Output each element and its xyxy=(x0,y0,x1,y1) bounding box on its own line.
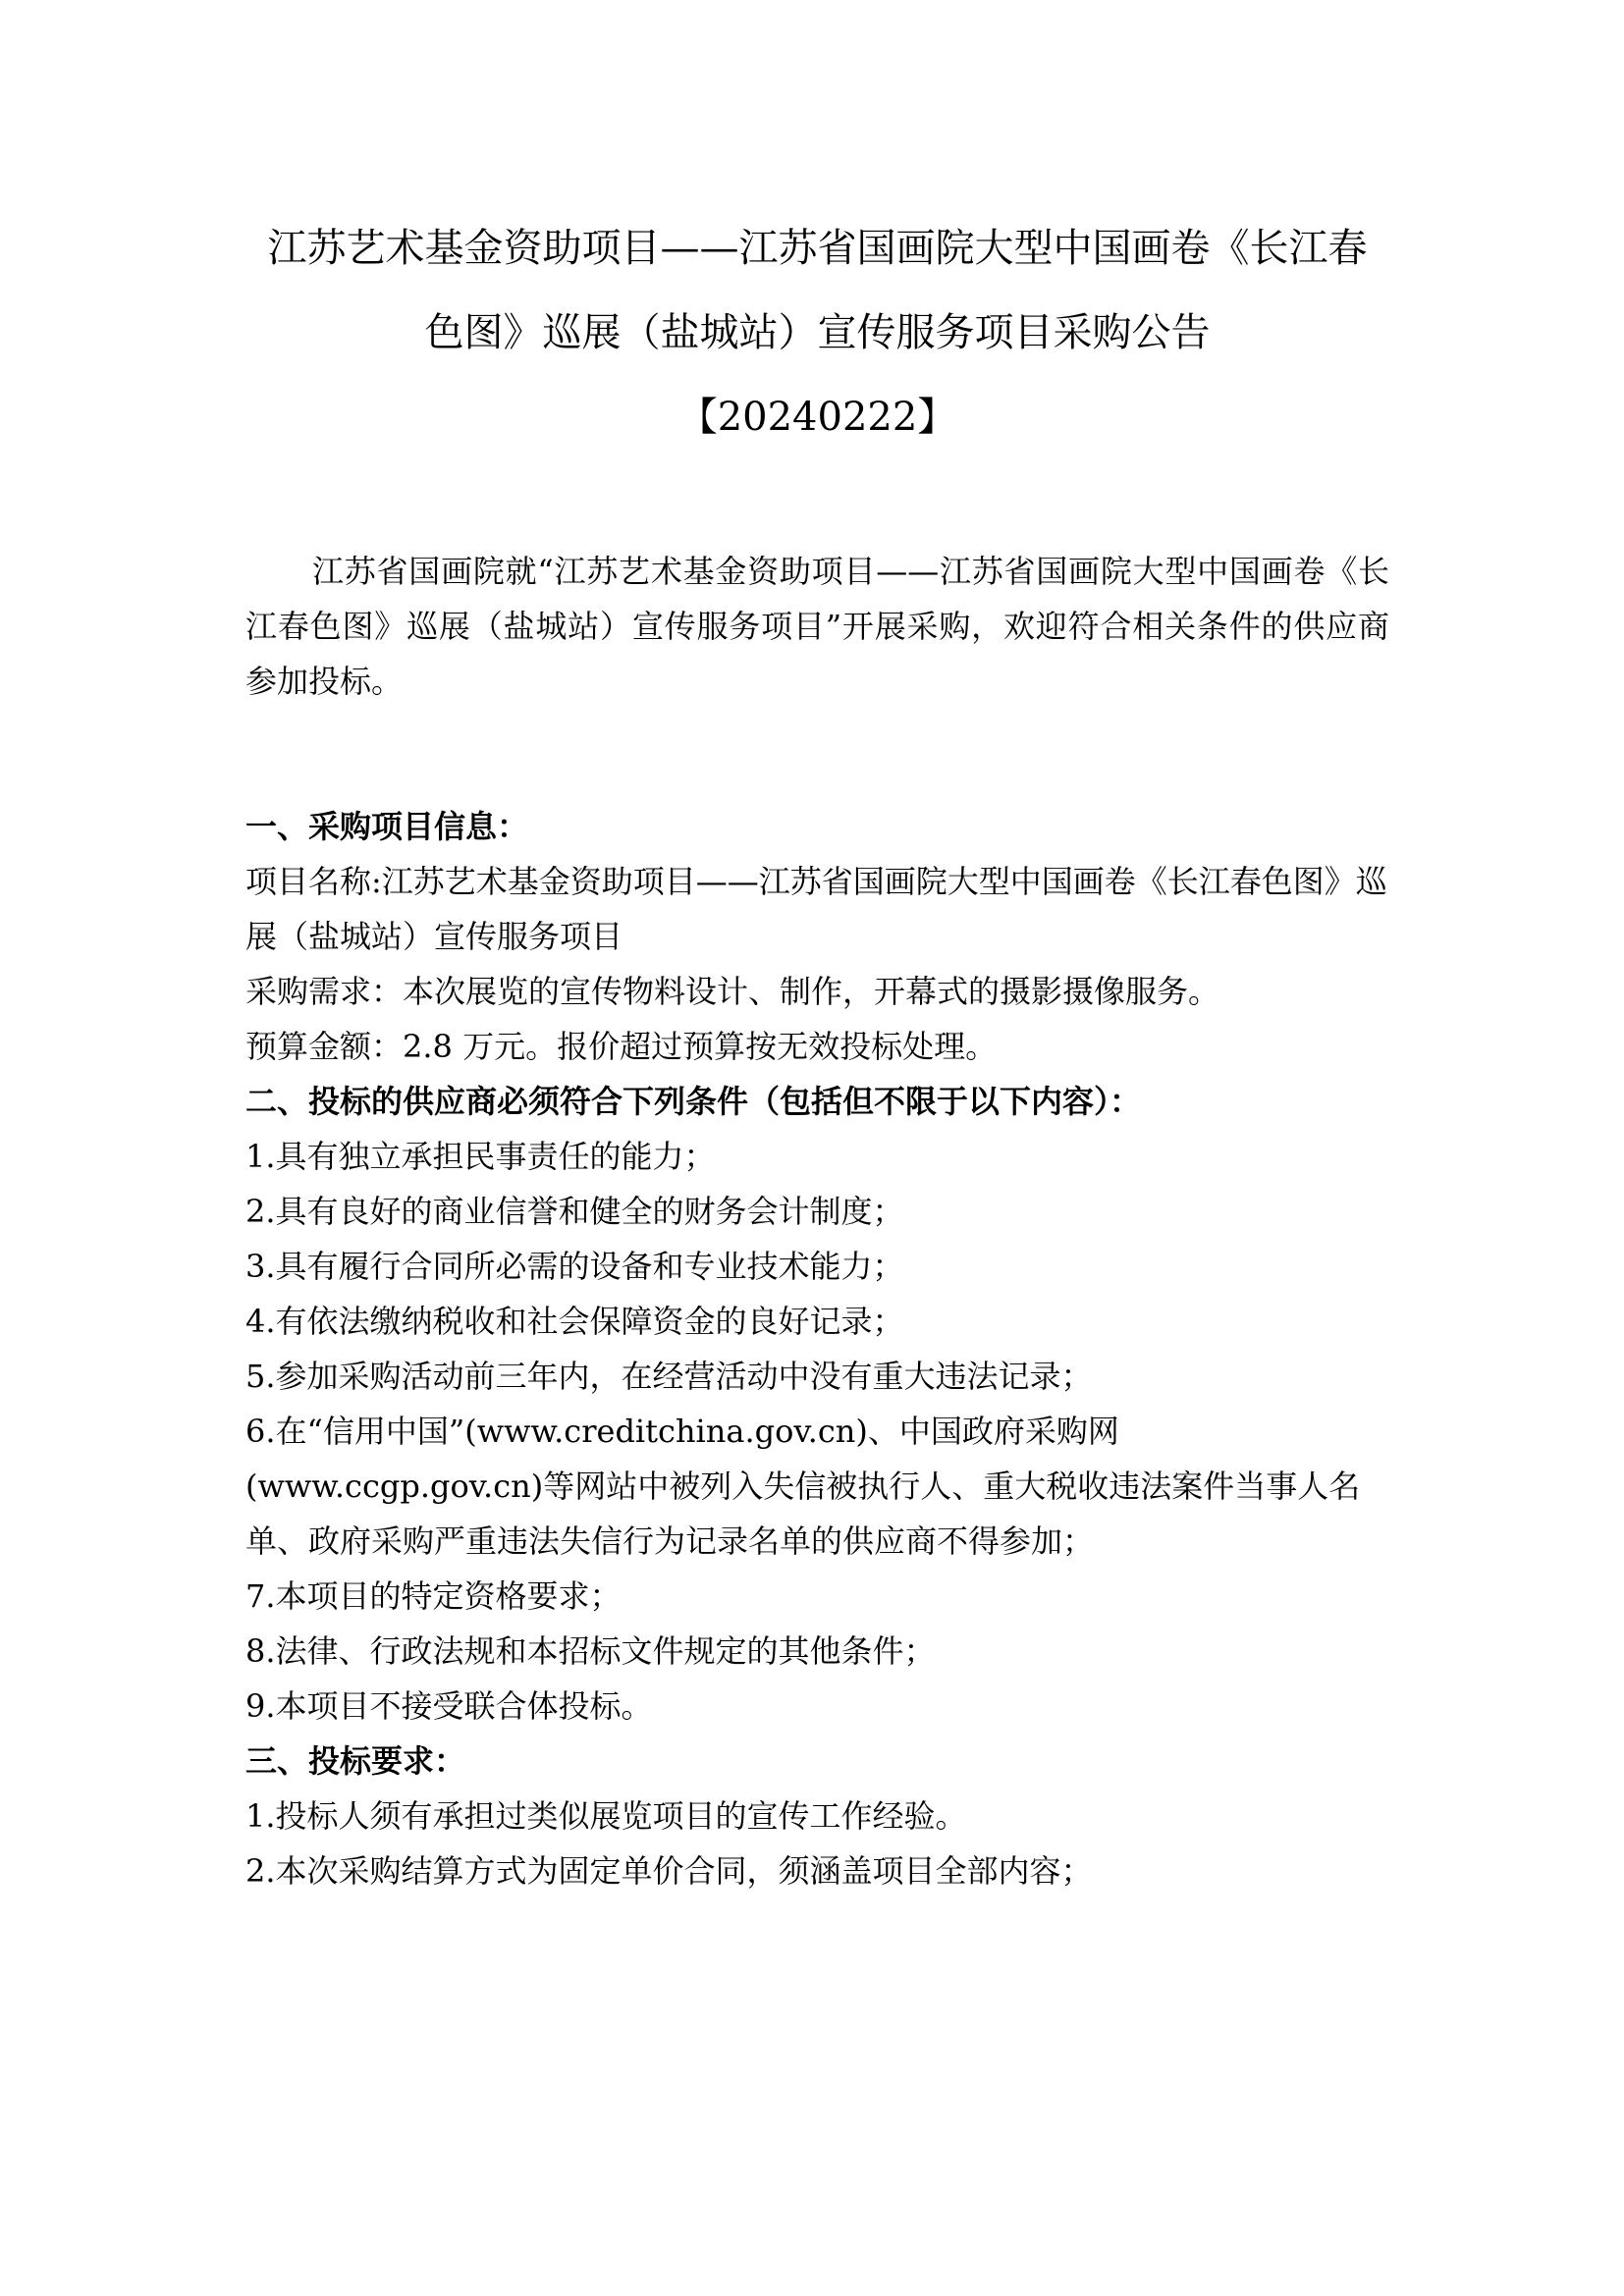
document-page xyxy=(245,206,1389,1898)
section1-heading: 一、采购项目信息： xyxy=(245,808,529,845)
bid-requirement-item-2: 2.本次采购结算方式为固定单价合同，须涵盖项目全部内容； xyxy=(245,1852,1093,1890)
section3-heading: 三、投标要求： xyxy=(245,1742,466,1780)
document-title-line2: 色图》巡展（盐城站）宣传服务项目采购公告 xyxy=(424,310,1211,355)
requirement-item-6: 6.在“信用中国”(www.creditchina.gov.cn)、中国政府采购网(www.ccgp.gov.cn)等网站中被列入失信被执行人、重大税收违法案件当事人名单、政府采购严重违法失信行为记录名单的供应商不得参加； xyxy=(245,1413,1361,1560)
section2-heading: 二、投标的供应商必须符合下列条件（包括但不限于以下内容）： xyxy=(245,1083,1142,1120)
project-name: 项目名称:江苏艺术基金资助项目——江苏省国画院大型中国画卷《长江春色图》巡展（盐城站）宣传服务项目 xyxy=(245,863,1387,955)
requirement-item-3: 3.具有履行合同所必需的设备和专业技术能力； xyxy=(245,1248,904,1285)
document-title-line1: 江苏艺术基金资助项目——江苏省国画院大型中国画卷《长江春 xyxy=(267,226,1368,271)
bid-requirement-item-1: 1.投标人须有承担过类似展览项目的宣传工作经验。 xyxy=(245,1797,967,1835)
requirement-item-7: 7.本项目的特定资格要求； xyxy=(245,1577,622,1615)
requirement-item-8: 8.法律、行政法规和本招标文件规定的其他条件； xyxy=(245,1632,936,1670)
requirement-item-4: 4.有依法缴纳税收和社会保障资金的良好记录； xyxy=(245,1303,904,1340)
requirement-item-1: 1.具有独立承担民事责任的能力； xyxy=(245,1138,716,1175)
intro-paragraph: 江苏省国画院就“江苏艺术基金资助项目——江苏省国画院大型中国画卷《长江春色图》巡展（盐城站）宣传服务项目”开展采购，欢迎符合相关条件的供应商参加投标。 xyxy=(245,553,1389,700)
document-number: 【20240222】 xyxy=(677,395,957,440)
procurement-demand: 采购需求：本次展览的宣传物料设计、制作，开幕式的摄影摄像服务。 xyxy=(245,973,1220,1010)
requirement-item-5: 5.参加采购活动前三年内，在经营活动中没有重大违法记录； xyxy=(245,1358,1093,1395)
budget-amount: 预算金额：2.8 万元。报价超过预算按无效投标处理。 xyxy=(245,1028,998,1065)
requirement-item-2: 2.具有良好的商业信誉和健全的财务会计制度； xyxy=(245,1193,904,1230)
requirement-item-9: 9.本项目不接受联合体投标。 xyxy=(245,1687,653,1725)
document-body xyxy=(245,799,1389,1898)
